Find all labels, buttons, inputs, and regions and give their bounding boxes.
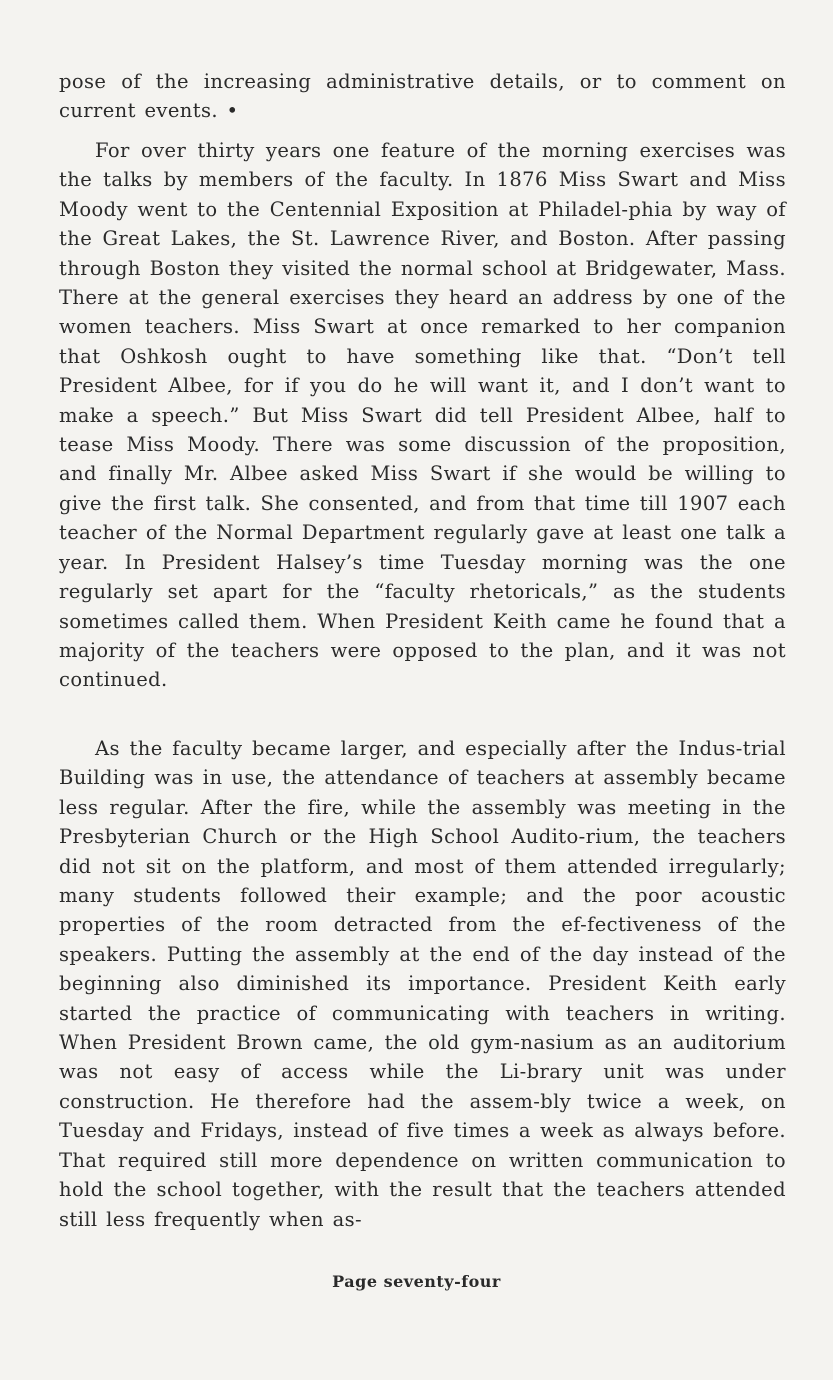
paragraph-continuation: pose of the increasing administrative details, or to comment on current events. • [59, 70, 786, 123]
paragraph-assembly-attendance: As the faculty became larger, and especially after the Indus-trial Building was in use, the attendance of teachers at assembly became less regular. After the fire, while the assembly was meeting in the Presbyterian Church or the High School Audito-rium, the teachers did not sit on the platform, and most of them attended irregularly; many students followed their example; and the poor acoustic properties of the room detracted from the ef-fectiveness of the speakers. Putting the assembly at the end of the day instead of the beginning also diminished its importance. President Keith early started the practice of communicating with teachers in writing. When President Brown came, the old gym-nasium as an auditorium was not easy of access while the Li-brary unit was under construction. He therefore had the assem-bly twice a week, on Tuesday and Fridays, instead of five times a week as always before. That required still more dependence on written communication to hold the school together, with the result that the teachers attended still less frequently when as- [59, 737, 786, 1231]
page-number-footer: Page seventy-four [332, 1272, 501, 1291]
paragraph-faculty-talks: For over thirty years one feature of the morning exercises was the talks by members of the faculty. In 1876 Miss Swart and Miss Moody went to the Centennial Exposition at Philadel-phia by way of the Great Lakes, the St. Lawrence River, and Boston. After passing through Boston they visited the normal school at Bridgewater, Mass. There at the general exercises they heard an address by one of the women teachers. Miss Swart at once remarked to her companion that Oshkosh ought to have something like that. “Don’t tell President Albee, for if you do he will want it, and I don’t want to make a speech.” But Miss Swart did tell President Albee, half to tease Miss Moody. There was some discussion of the proposition, and finally Mr. Albee asked Miss Swart if she would be willing to give the first talk. She consented, and from that time till 1907 each teacher of the Normal Department regularly gave at least one talk a year. In President Halsey’s time Tuesday morning was the one regularly set apart for the “faculty rhetoricals,” as the students sometimes called them. When President Keith came he found that a majority of the teachers were opposed to the plan, and it was not continued. [59, 139, 786, 692]
